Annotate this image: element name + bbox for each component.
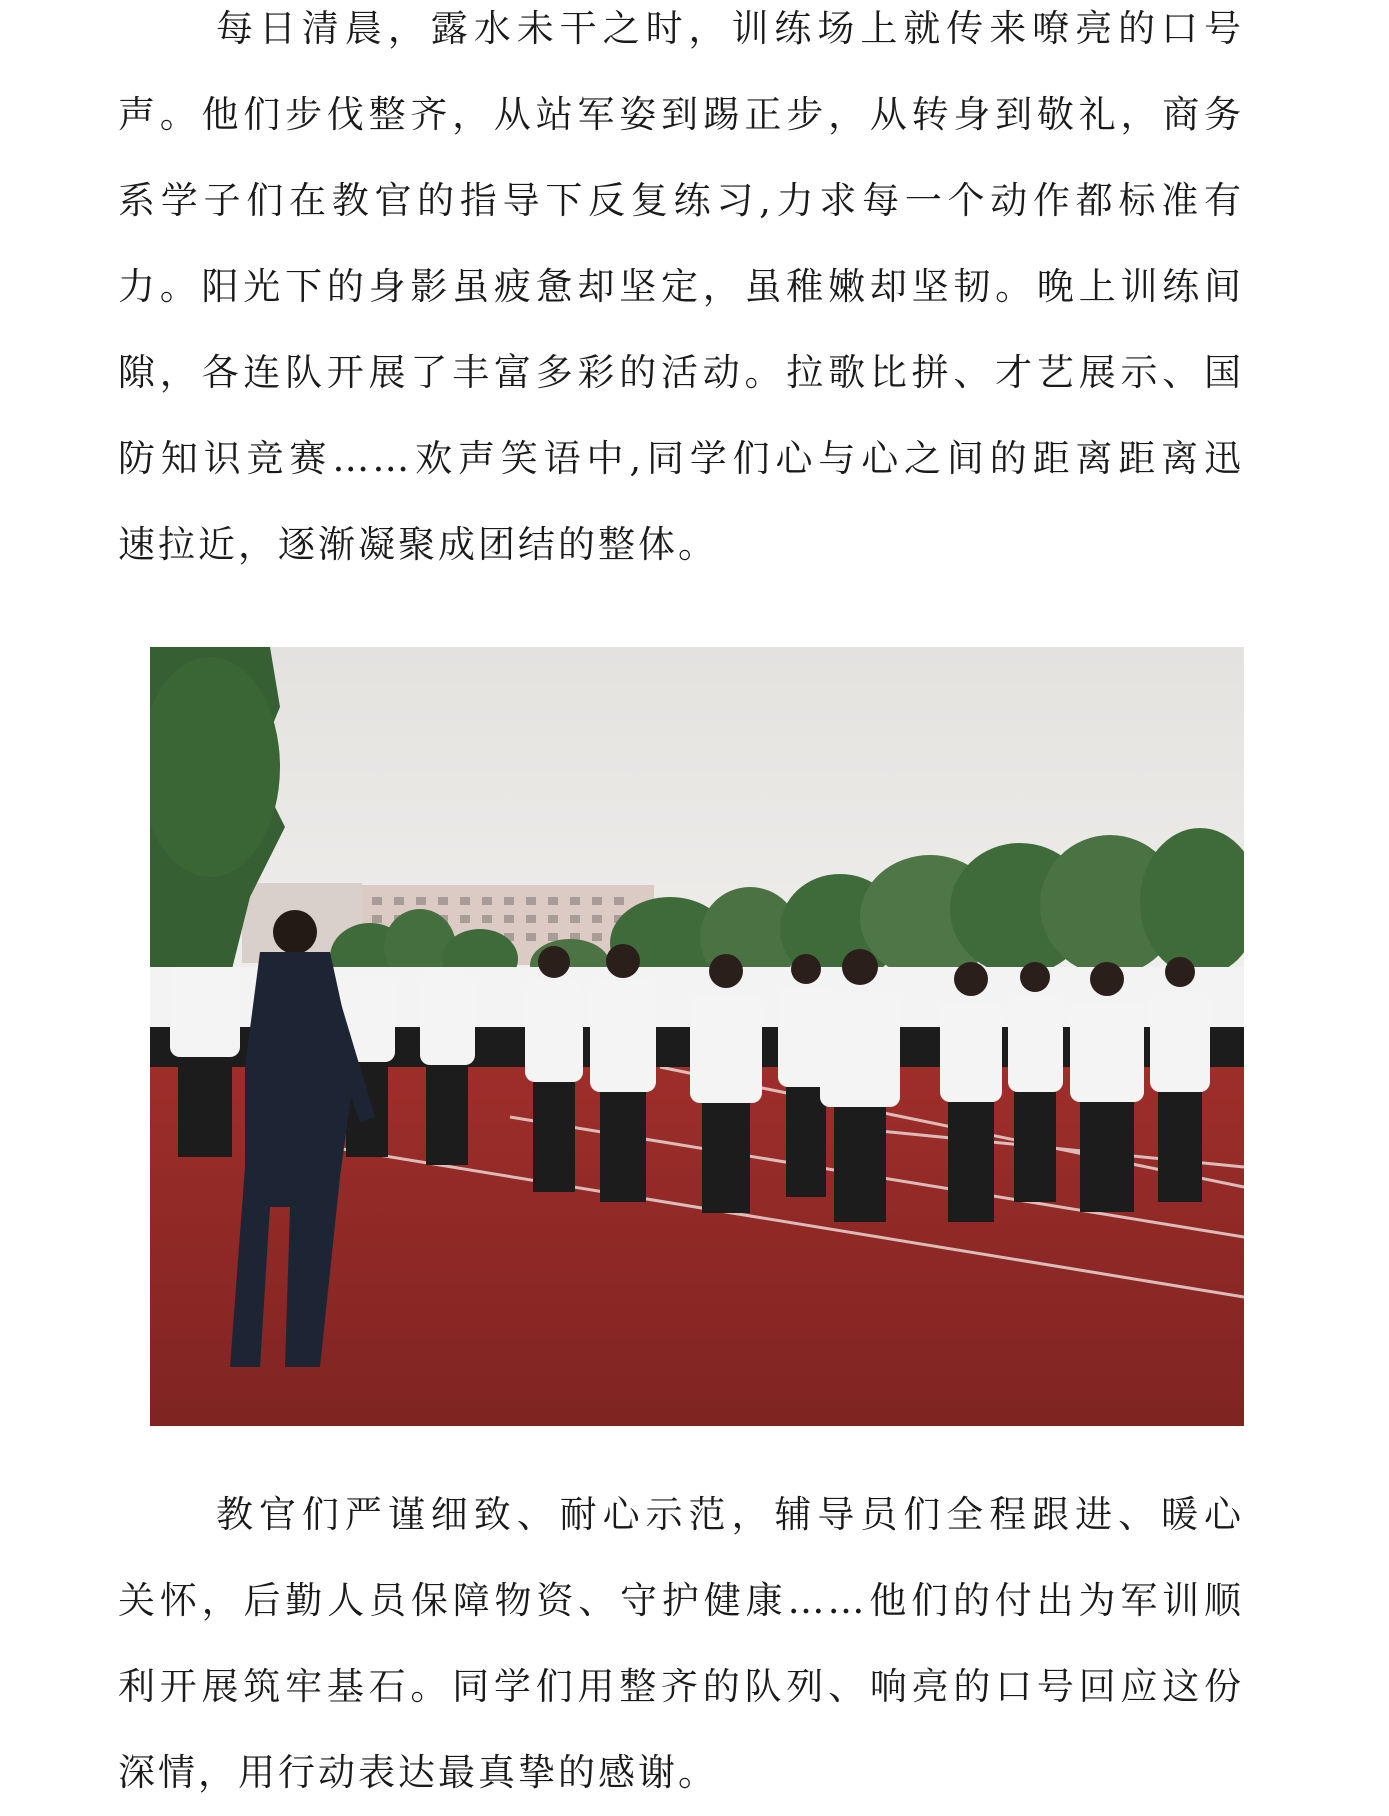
- paragraph-line: 每日清晨，露水未干之时，训练场上就传来嘹亮的口号: [216, 7, 1244, 50]
- paragraph-line: 力。阳光下的身影虽疲惫却坚定，虽稚嫩却坚韧。晚上训练间: [118, 265, 1244, 308]
- paragraph-line: 关怀，后勤人员保障物资、守护健康……他们的付出为军训顺: [118, 1579, 1244, 1622]
- paragraph-line: 隙，各连队开展了丰富多彩的活动。拉歌比拼、才艺展示、国: [118, 351, 1244, 394]
- paragraph-line: 利开展筑牢基石。同学们用整齐的队列、响亮的口号回应这份: [118, 1665, 1244, 1708]
- military-training-photo: [150, 647, 1244, 1426]
- paragraph-line: 教官们严谨细致、耐心示范，辅导员们全程跟进、暖心: [216, 1493, 1244, 1536]
- paragraph-training-activities: [118, 0, 1244, 588]
- paragraph-line: 声。他们步伐整齐，从站军姿到踢正步，从转身到敬礼，商务: [118, 93, 1244, 136]
- paragraph-line: 防知识竞赛……欢声笑语中,同学们心与心之间的距离距离迅: [118, 437, 1244, 480]
- paragraph-gratitude: [118, 1472, 1244, 1816]
- paragraph-line: 深情，用行动表达最真挚的感谢。: [118, 1751, 718, 1794]
- paragraph-line: 系学子们在教官的指导下反复练习,力求每一个动作都标准有: [118, 179, 1244, 222]
- paragraph-line: 速拉近，逐渐凝聚成团结的整体。: [118, 523, 718, 566]
- photo-illustration: [150, 647, 1244, 1426]
